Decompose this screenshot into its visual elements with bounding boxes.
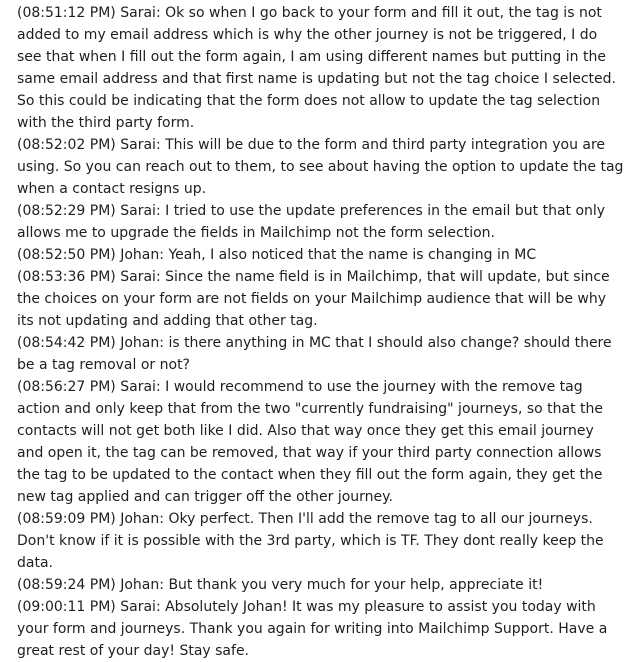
message-text: Absolutely Johan! It was my pleasure to assist you today with your form and journeys. Thank you again for writing into Mailchimp Support. Have a great rest of your day! Stay safe.	[17, 599, 608, 659]
message-timestamp: (08:53:36 PM)	[17, 269, 116, 285]
message-timestamp: (08:54:42 PM)	[17, 335, 116, 351]
message-author: Johan	[120, 247, 160, 263]
chat-message: (08:52:02 PM) Sarai: This will be due to the form and third party integration you are using. So you can reach out to them, to see about having the option to update the tag when a contact resigns up.	[17, 137, 624, 197]
message-text: Yeah, I also noticed that the name is changing in MC	[168, 247, 537, 263]
message-timestamp: (08:56:27 PM)	[17, 379, 116, 395]
chat-message: (09:00:11 PM) Sarai: Absolutely Johan! It was my pleasure to assist you today with your form and journeys. Thank you again for writing into Mailchimp Support. Have a great rest of your day! Stay safe.	[17, 599, 608, 659]
message-timestamp: (08:59:24 PM)	[17, 577, 116, 593]
message-timestamp: (08:51:12 PM)	[17, 5, 116, 21]
message-timestamp: (08:59:09 PM)	[17, 511, 116, 527]
message-author: Sarai	[120, 599, 156, 615]
chat-message: (08:56:27 PM) Sarai: I would recommend to use the journey with the remove tag action and only keep that from the two "currently fundraising" journeys, so that the contacts will not get both like I did. Also that way once they get this email journey and open it, the tag can be removed, that way if your third party connection allows the tag to be updated to the contact when they fill out the form again, they get the new tag applied and can trigger off the other journey.	[17, 379, 604, 505]
message-text: I tried to use the update preferences in the email but that only allows me to upgrade the fields in Mailchimp not the form selection.	[17, 203, 606, 241]
message-timestamp: (08:52:50 PM)	[17, 247, 116, 263]
message-timestamp: (08:52:29 PM)	[17, 203, 116, 219]
message-author: Sarai	[120, 203, 156, 219]
message-text: But thank you very much for your help, appreciate it!	[168, 577, 544, 593]
message-text: Since the name field is in Mailchimp, that will update, but since the choices on your form are not fields on your Mailchimp audience that will be why its not updating and adding that other tag.	[17, 269, 610, 329]
message-author: Sarai	[120, 269, 156, 285]
message-author: Johan	[120, 335, 160, 351]
message-author: Sarai	[120, 5, 156, 21]
chat-message: (08:52:29 PM) Sarai: I tried to use the update preferences in the email but that only allows me to upgrade the fields in Mailchimp not the form selection.	[17, 203, 606, 241]
message-timestamp: (08:52:02 PM)	[17, 137, 116, 153]
message-author: Sarai	[120, 137, 156, 153]
message-text: Oky perfect. Then I'll add the remove tag to all our journeys. Don't know if it is possible with the 3rd party, which is TF. They dont really keep the data.	[17, 511, 604, 571]
message-text: Ok so when I go back to your form and fill it out, the tag is not added to my email address which is why the other journey is not be triggered, I do see that when I fill out the form again, I am using different names but putting in the same email address and that first name is updating but not the tag choice I selected. So this could be indicating that the form does not allow to update the tag selection with the third party form.	[17, 5, 616, 131]
message-author: Johan	[120, 577, 160, 593]
message-text: I would recommend to use the journey with the remove tag action and only keep that from the two "currently fundraising" journeys, so that the contacts will not get both like I did. Also that way once they get this email journey and open it, the tag can be removed, that way if your third party connection allows the tag to be updated to the contact when they fill out the form again, they get the new tag applied and can trigger off the other journey.	[17, 379, 604, 505]
chat-message: (08:53:36 PM) Sarai: Since the name field is in Mailchimp, that will update, but since the choices on your form are not fields on your Mailchimp audience that will be why its not updating and adding that other tag.	[17, 269, 610, 329]
message-timestamp: (09:00:11 PM)	[17, 599, 116, 615]
message-author: Sarai	[120, 379, 156, 395]
chat-message: (08:51:12 PM) Sarai: Ok so when I go back to your form and fill it out, the tag is not added to my email address which is why the other journey is not be triggered, I do see that when I fill out the form again, I am using different names but putting in the same email address and that first name is updating but not the tag choice I selected. So this could be indicating that the form does not allow to update the tag selection with the third party form.	[17, 5, 616, 131]
chat-message: (08:54:42 PM) Johan: is there anything in MC that I should also change? should there be a tag removal or not?	[17, 335, 612, 373]
chat-message: (08:52:50 PM) Johan: Yeah, I also noticed that the name is changing in MC	[17, 247, 537, 263]
chat-message: (08:59:09 PM) Johan: Oky perfect. Then I'll add the remove tag to all our journeys. Don't know if it is possible with the 3rd party, which is TF. They dont really keep the data.	[17, 511, 604, 571]
message-author: Johan	[120, 511, 160, 527]
chat-message: (08:59:24 PM) Johan: But thank you very much for your help, appreciate it!	[17, 577, 544, 593]
message-text: This will be due to the form and third party integration you are using. So you can reach out to them, to see about having the option to update the tag when a contact resigns up.	[17, 137, 624, 197]
message-text: is there anything in MC that I should also change? should there be a tag removal or not?	[17, 335, 612, 373]
